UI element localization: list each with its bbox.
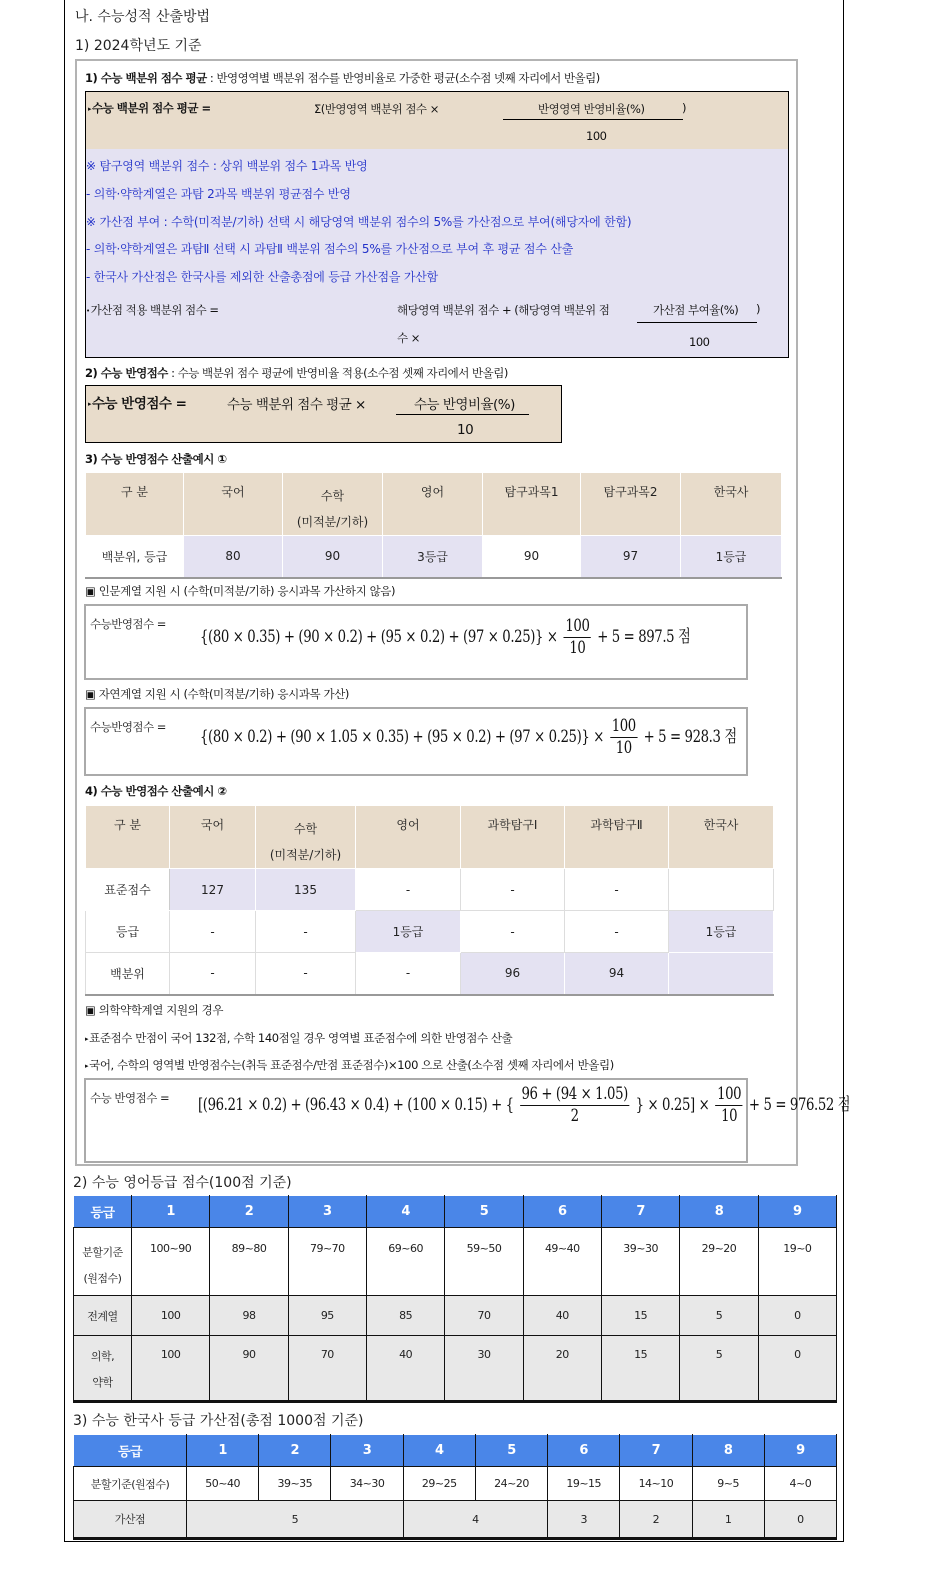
grade-cell: 4 xyxy=(366,1196,444,1228)
value-cell: - xyxy=(356,869,461,911)
grade-cell: 7 xyxy=(601,1196,679,1228)
cutoff-cell: 4~0 xyxy=(764,1467,836,1501)
cutoff-cell: 29~20 xyxy=(680,1228,758,1296)
bonus-cell: 1 xyxy=(692,1501,764,1539)
value-cell xyxy=(669,953,774,995)
grade-cell: 6 xyxy=(523,1196,601,1228)
header-cell: 등급 xyxy=(74,1435,187,1467)
cutoff-cell: 34~30 xyxy=(331,1467,403,1501)
note-line: ※ 탐구영역 백분위 점수 : 상위 백분위 점수 1과목 반영 xyxy=(86,159,368,173)
history-section-title: 3) 수능 한국사 등급 가산점(총점 1000점 기준) xyxy=(73,1413,364,1429)
bonus-formula-label: •가산점 적용 백분위 점수 = xyxy=(86,303,219,317)
section1-title: 1) 수능 백분위 점수 평균 : 반영영역별 백분위 점수를 반영비율로 가중한 평균(소수점 넷째 자리에서 반올림) xyxy=(85,71,600,85)
avg-formula-label: ▸수능 백분위 점수 평균 = xyxy=(88,101,211,115)
grade-cell: 9 xyxy=(758,1196,836,1228)
header-cell: 국어 xyxy=(184,473,283,536)
score-cell: 40 xyxy=(523,1296,601,1336)
header-cell: 구 분 xyxy=(86,473,184,536)
example2-table xyxy=(85,805,774,996)
science-calc-expr: {(80 × 0.2) + (90 × 1.05 × 0.35) + (95 × 0.2) + (97 × 0.25)} × $\frac{100}{10}$ + 5 = 928.3 점 xyxy=(200,716,737,758)
humanities-calc-box xyxy=(84,604,748,680)
example1-table xyxy=(85,472,782,579)
bonus-cell: 0 xyxy=(764,1501,836,1539)
score-cell: 5 xyxy=(680,1336,758,1402)
header-cell: 한국사 xyxy=(669,806,774,869)
bonus-formula-numerator: 가산점 부여율(%) xyxy=(653,303,739,317)
score-cell: 15 xyxy=(601,1296,679,1336)
med-bullet: ▸국어, 수학의 영역별 반영점수는(취득 표준점수/만점 표준점수)×100 으로 산출(소수점 셋째 자리에서 반올림) xyxy=(85,1058,614,1072)
score-cell: 70 xyxy=(288,1336,366,1402)
grade-cell: 5 xyxy=(475,1435,547,1467)
reflect-formula-expr: 수능 백분위 점수 평균 × xyxy=(227,397,366,413)
cutoff-cell: 39~35 xyxy=(259,1467,331,1501)
header-cell: 탐구과목2 xyxy=(581,473,681,536)
value-cell: 1등급 xyxy=(681,536,782,578)
score-cell: 98 xyxy=(210,1296,288,1336)
score-cell: 0 xyxy=(758,1296,836,1336)
value-cell: - xyxy=(170,953,256,995)
science-note: ▣ 자연계열 지원 시 (수학(미적분/기하) 응시과목 가산) xyxy=(85,687,349,701)
cutoff-cell: 19~15 xyxy=(548,1467,620,1501)
score-cell: 85 xyxy=(366,1296,444,1336)
value-cell: 135 xyxy=(256,869,356,911)
value-cell: - xyxy=(461,869,565,911)
header-cell: 국어 xyxy=(170,806,256,869)
value-cell: - xyxy=(170,911,256,953)
row-label: 표준점수 xyxy=(86,869,170,911)
science-calc-box xyxy=(84,707,748,776)
triangle-bullet-icon: ▸ xyxy=(88,400,92,408)
score-cell: 70 xyxy=(445,1296,523,1336)
grade-cell: 1 xyxy=(187,1435,259,1467)
section1-formula-box xyxy=(85,91,789,358)
header-cell-math: 수학 (미적분/기하) xyxy=(283,473,383,536)
history-grade-table xyxy=(73,1434,837,1540)
note-line: - 한국사 가산점은 한국사를 제외한 산출총점에 등급 가산점을 가산함 xyxy=(86,270,439,284)
cutoff-cell: 59~50 xyxy=(445,1228,523,1296)
value-cell: 1등급 xyxy=(669,911,774,953)
calc-label: 수능반영점수 = xyxy=(90,617,166,631)
row-label: 가산점 xyxy=(74,1501,187,1539)
avg-formula-numerator: 반영영역 반영비율(%) xyxy=(538,102,645,116)
value-cell xyxy=(669,869,774,911)
row-label: 의학, 약학 xyxy=(74,1336,132,1402)
reflect-formula-numerator: 수능 반영비율(%) xyxy=(414,397,515,413)
bonus-formula-denominator: 100 xyxy=(689,335,710,349)
bonus-formula-expr: 해당영역 백분위 점수 + (해당영역 백분위 점 xyxy=(397,303,610,317)
score-cell: 40 xyxy=(366,1336,444,1402)
grade-cell: 4 xyxy=(403,1435,475,1467)
grade-cell: 2 xyxy=(210,1196,288,1228)
bullet-icon: • xyxy=(86,306,90,315)
row-label: 백분위 xyxy=(86,953,170,995)
note-line: - 의학·약학계열은 과탐 2과목 백분위 평균점수 반영 xyxy=(86,187,351,201)
row-label: 백분위, 등급 xyxy=(86,536,184,578)
cutoff-cell: 49~40 xyxy=(523,1228,601,1296)
grade-cell: 7 xyxy=(620,1435,692,1467)
value-cell: - xyxy=(565,869,669,911)
value-cell: 90 xyxy=(483,536,581,578)
grade-cell: 3 xyxy=(288,1196,366,1228)
bonus-cell: 3 xyxy=(548,1501,620,1539)
triangle-bullet-icon: ▸ xyxy=(85,1061,89,1070)
value-cell: 127 xyxy=(170,869,256,911)
cutoff-cell: 19~0 xyxy=(758,1228,836,1296)
bonus-cell: 5 xyxy=(187,1501,404,1539)
score-cell: 30 xyxy=(445,1336,523,1402)
score-cell: 15 xyxy=(601,1336,679,1402)
header-cell: 한국사 xyxy=(681,473,782,536)
score-cell: 0 xyxy=(758,1336,836,1402)
fraction-line xyxy=(503,119,683,120)
cutoff-cell: 89~80 xyxy=(210,1228,288,1296)
fraction-line xyxy=(637,322,757,323)
section3-title: 3) 수능 반영점수 산출예시 ① xyxy=(85,452,227,466)
section-subheading: 1) 2024학년도 기준 xyxy=(75,38,202,54)
grade-cell: 1 xyxy=(132,1196,210,1228)
value-cell: - xyxy=(356,953,461,995)
cutoff-cell: 14~10 xyxy=(620,1467,692,1501)
header-cell: 과학탐구Ⅱ xyxy=(565,806,669,869)
header-cell: 구 분 xyxy=(86,806,170,869)
cutoff-cell: 24~20 xyxy=(475,1467,547,1501)
value-cell: - xyxy=(256,953,356,995)
grade-cell: 6 xyxy=(548,1435,620,1467)
grade-cell: 8 xyxy=(692,1435,764,1467)
value-cell: - xyxy=(461,911,565,953)
section-heading: 나. 수능성적 산출방법 xyxy=(75,9,211,25)
header-cell: 영어 xyxy=(356,806,461,869)
cutoff-cell: 9~5 xyxy=(692,1467,764,1501)
header-cell-math: 수학 (미적분/기하) xyxy=(256,806,356,869)
section2-formula-box xyxy=(85,385,562,443)
grade-cell: 8 xyxy=(680,1196,758,1228)
value-cell: 90 xyxy=(283,536,383,578)
note-line: - 의학·약학계열은 과탐Ⅱ 선택 시 과탐Ⅱ 백분위 점수의 5%를 가산점으로 부여 후 평균 점수 산출 xyxy=(86,242,574,256)
avg-formula-close: ) xyxy=(682,101,686,115)
value-cell: 80 xyxy=(184,536,283,578)
avg-formula-denominator: 100 xyxy=(586,129,607,143)
value-cell: 97 xyxy=(581,536,681,578)
value-cell: 1등급 xyxy=(356,911,461,953)
value-cell: - xyxy=(256,911,356,953)
triangle-bullet-icon: ▸ xyxy=(85,1034,89,1043)
bonus-cell: 4 xyxy=(403,1501,547,1539)
cutoff-cell: 39~30 xyxy=(601,1228,679,1296)
calc-label: 수능반영점수 = xyxy=(90,720,166,734)
humanities-note: ▣ 인문계열 지원 시 (수학(미적분/기하) 응시과목 가산하지 않음) xyxy=(85,584,396,598)
score-cell: 100 xyxy=(132,1336,210,1402)
score-cell: 20 xyxy=(523,1336,601,1402)
cutoff-cell: 29~25 xyxy=(403,1467,475,1501)
avg-formula-sum: Σ(반영영역 백분위 점수 × xyxy=(314,102,439,116)
grade-cell: 3 xyxy=(331,1435,403,1467)
section2-title: 2) 수능 반영점수 : 수능 백분위 점수 평균에 반영비율 적용(소수점 셋째 자리에서 반올림) xyxy=(85,366,508,380)
calc-label: 수능 반영점수 = xyxy=(90,1091,170,1105)
humanities-calc-expr: {(80 × 0.35) + (90 × 0.2) + (95 × 0.2) + (97 × 0.25)} × $\frac{100}{10}$ + 5 = 897.5 점 xyxy=(200,616,691,658)
section4-title: 4) 수능 반영점수 산출예시 ② xyxy=(85,784,227,798)
score-cell: 5 xyxy=(680,1296,758,1336)
row-label: 등급 xyxy=(86,911,170,953)
cutoff-cell: 50~40 xyxy=(187,1467,259,1501)
reflect-formula-label: ▸수능 반영점수 = xyxy=(88,396,187,412)
med-bullet: ▸표준점수 만점이 국어 132점, 수학 140점일 경우 영역별 표준점수에 의한 반영점수 산출 xyxy=(85,1031,513,1045)
cutoff-cell: 69~60 xyxy=(366,1228,444,1296)
english-section-title: 2) 수능 영어등급 점수(100점 기준) xyxy=(73,1175,292,1191)
med-calc-expr: [(96.21 × 0.2) + (96.43 × 0.4) + (100 × 0.15) + { $\frac{96 + (94 \times 1.05)}{2}$ } × 0.25] × $\frac{100}{10}$ + 5 = 976.52 점 xyxy=(198,1084,851,1126)
bonus-cell: 2 xyxy=(620,1501,692,1539)
score-cell: 90 xyxy=(210,1336,288,1402)
value-cell: 3등급 xyxy=(383,536,483,578)
bonus-formula-expr-cont: 수 × xyxy=(397,331,420,345)
fraction-line xyxy=(396,414,529,415)
cutoff-cell: 79~70 xyxy=(288,1228,366,1296)
row-label: 분할기준(원점수) xyxy=(74,1467,187,1501)
grade-cell: 5 xyxy=(445,1196,523,1228)
english-grade-table xyxy=(73,1195,837,1403)
header-cell: 과학탐구Ⅰ xyxy=(461,806,565,869)
value-cell: 94 xyxy=(565,953,669,995)
header-cell: 등급 xyxy=(74,1196,132,1228)
bonus-formula-close: ) xyxy=(756,302,760,316)
med-calc-box xyxy=(84,1078,851,1163)
score-cell: 100 xyxy=(132,1296,210,1336)
grade-cell: 9 xyxy=(764,1435,836,1467)
triangle-bullet-icon: ▸ xyxy=(88,104,92,113)
grade-cell: 2 xyxy=(259,1435,331,1467)
note-line: ※ 가산점 부여 : 수학(미적분/기하) 선택 시 해당영역 백분위 점수의 5%를 가산점으로 부여(해당자에 한함) xyxy=(86,215,632,229)
value-cell: - xyxy=(565,911,669,953)
header-cell: 탐구과목1 xyxy=(483,473,581,536)
value-cell: 96 xyxy=(461,953,565,995)
med-note: ▣ 의학약학계열 지원의 경우 xyxy=(85,1003,224,1017)
row-label: 전계열 xyxy=(74,1296,132,1336)
row-label: 분할기준 (원점수) xyxy=(74,1228,132,1296)
cutoff-cell: 100~90 xyxy=(132,1228,210,1296)
score-cell: 95 xyxy=(288,1296,366,1336)
header-cell: 영어 xyxy=(383,473,483,536)
reflect-formula-denominator: 10 xyxy=(457,422,474,438)
